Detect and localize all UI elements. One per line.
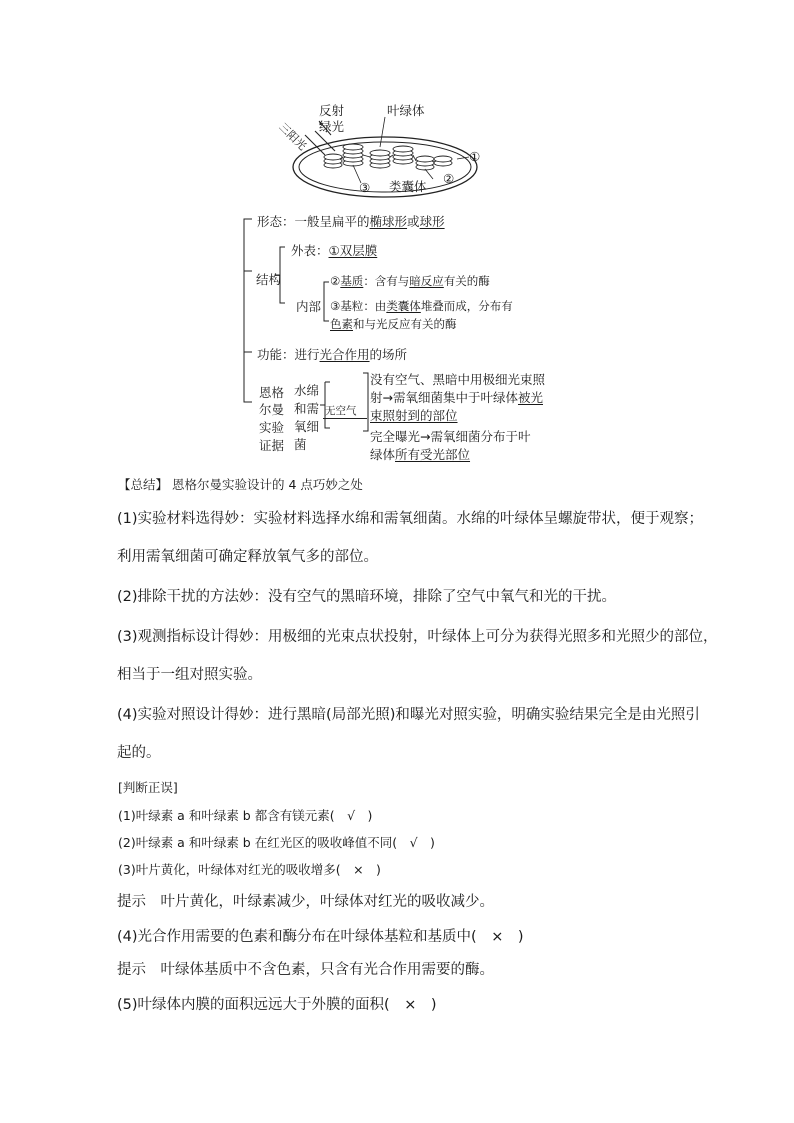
outline-material-3: 氧细 <box>294 419 320 434</box>
chloroplast-diagram <box>276 95 495 207</box>
outline-exp-label-4: 证据 <box>259 438 285 453</box>
outline-material-4: 菌 <box>294 437 307 452</box>
outline-grana-line1: ③基粒：由类囊体堆叠而成，分布有 <box>330 299 513 313</box>
diagram-label-1: ① <box>469 149 481 164</box>
judge-q3: (3)叶片黄化，叶绿体对红光的吸收增多( × ) <box>118 862 381 877</box>
summary-p3b: 相当于一组对照实验。 <box>117 667 262 683</box>
outline-inner-label: 内部 <box>296 299 322 314</box>
diagram-label-chloroplast: 叶绿体 <box>387 103 425 118</box>
judge-title: [判断正误] <box>118 780 178 795</box>
outline-function: 功能：进行光合作用的场所 <box>257 347 408 362</box>
diagram-label-reflect-2: 绿光 <box>319 119 345 134</box>
diagram-label-thylakoid: 类囊体 <box>389 179 427 194</box>
outline-no-air-underline <box>323 418 367 419</box>
outline-grana-line2: 色素和与光反应有关的酶 <box>330 317 457 331</box>
outline-outer: 外表：①双层膜 <box>291 243 378 258</box>
outline-exp-label-2: 尔曼 <box>259 402 285 417</box>
diagram-label-2: ② <box>443 171 455 186</box>
outline-exp-label-3: 实验 <box>259 420 285 435</box>
outline-form: 形态：一般呈扁平的椭球形或球形 <box>257 214 445 229</box>
summary-p4a: (4)实验对照设计得妙：进行黑暗(局部光照)和曝光对照实验，明确实验结果完全是由光照引 <box>117 707 700 723</box>
diagram-label-3: ③ <box>359 180 371 195</box>
outline-exp-label-1: 恩格 <box>259 385 285 400</box>
outline-material-1: 水绵 <box>294 383 320 398</box>
summary-p2: (2)排除干扰的方法妙：没有空气的黑暗环境，排除了空气中氧气和光的干扰。 <box>117 589 617 605</box>
outline-result2-line2: 绿体所有受光部位 <box>370 447 471 462</box>
outline-result2-line1: 完全曝光→需氧细菌分布于叶 <box>370 429 531 444</box>
outline-material-2: 和需 <box>294 401 320 416</box>
summary-p1a: (1)实验材料选得妙：实验材料选择水绵和需氧细菌。水绵的叶绿体呈螺旋带状，便于观察； <box>117 511 704 527</box>
outline-no-air: 无空气 <box>325 405 357 417</box>
diagram-label-reflect-1: 反射 <box>319 103 345 118</box>
judge-q4: (4)光合作用需要的色素和酶分布在叶绿体基粒和基质中( × ) <box>117 929 524 945</box>
summary-title: 【总结】 恩格尔曼实验设计的 4 点巧妙之处 <box>118 477 363 492</box>
outline-result1-line2: 射→需氧细菌集中于叶绿体被光 <box>370 390 543 405</box>
judge-q1: (1)叶绿素 a 和叶绿素 b 都含有镁元素( √ ) <box>118 808 373 823</box>
outline-stroma: ②基质：含有与暗反应有关的酶 <box>330 274 490 288</box>
outline-structure-label: 结构 <box>256 272 282 287</box>
diagram-label-sunlight: 三阳光 <box>276 120 309 153</box>
summary-p1b: 利用需氧细菌可确定释放氧气多的部位。 <box>117 549 378 565</box>
summary-p3a: (3)观测指标设计得妙：用极细的光束点状投射，叶绿体上可分为获得光照多和光照少的部位， <box>117 629 718 645</box>
summary-p4b: 起的。 <box>117 745 161 761</box>
judge-q2: (2)叶绿素 a 和叶绿素 b 在红光区的吸收峰值不同( √ ) <box>118 835 435 850</box>
outline-result1-line1: 没有空气、黑暗中用极细光束照 <box>370 372 546 387</box>
judge-q5: (5)叶绿体内膜的面积远远大于外膜的面积( × ) <box>117 997 437 1013</box>
judge-hint3: 提示 叶片黄化，叶绿素减少，叶绿体对红光的吸收减少。 <box>117 894 494 910</box>
outline-result1-line3: 束照射到的部位 <box>370 408 458 423</box>
judge-hint4: 提示 叶绿体基质中不含色素，只含有光合作用需要的酶。 <box>117 962 494 978</box>
